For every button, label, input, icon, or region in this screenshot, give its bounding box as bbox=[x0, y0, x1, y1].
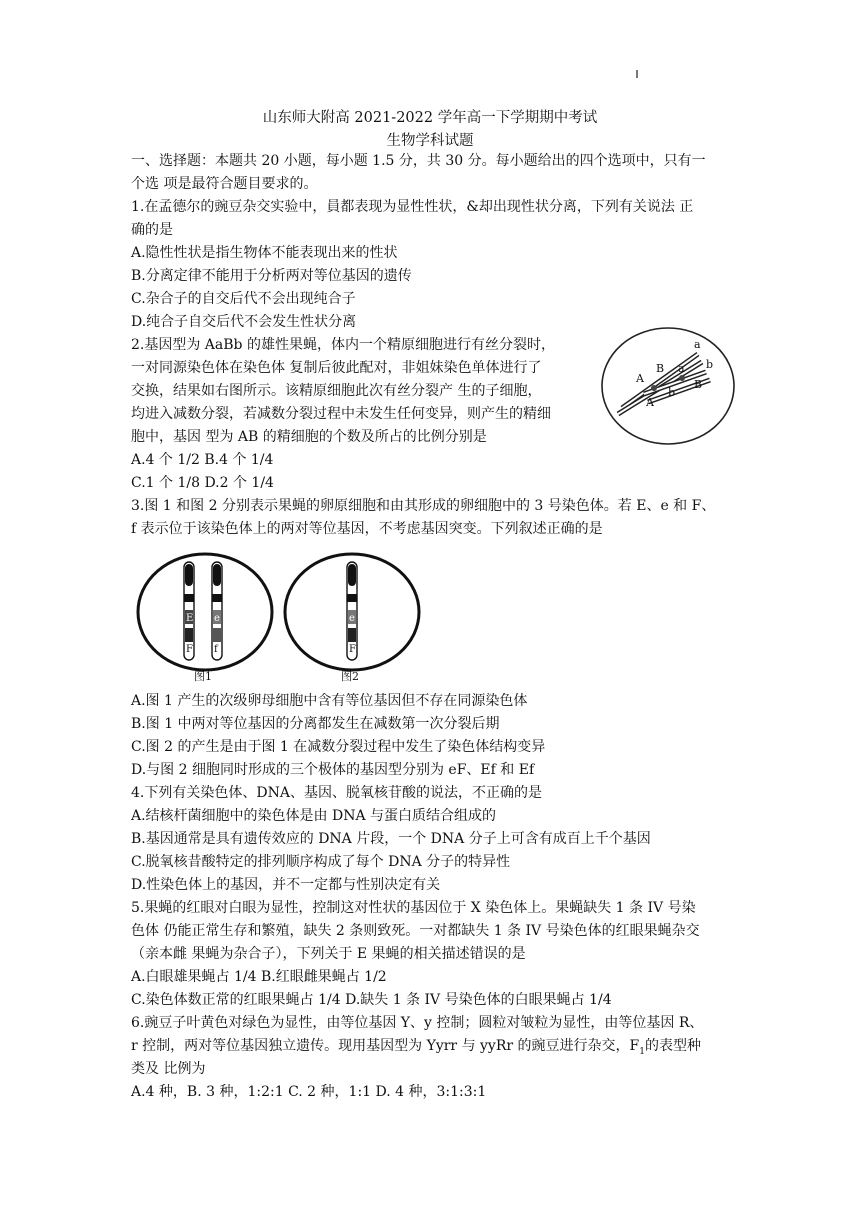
q4-option-b: B.基因通常是具有遗传效应的 DNA 片段，一个 DNA 分子上可含有成百上千个基因 bbox=[131, 831, 651, 847]
q4-stem: 4.下列有关染色体、DNA、基因、脱氧核苷酸的说法，不正确的是 bbox=[131, 785, 542, 801]
q1-option-c: C.杂合子的自交后代不会出现纯合子 bbox=[131, 291, 356, 307]
q1-stem-1: 1.在孟德尔的豌豆杂交实验中，員都表现为显性性状，&却出现性状分离，下列有关说法 正 bbox=[131, 199, 694, 215]
q3-option-b: B.图 1 中两对等位基因的分离都发生在减数第一次分裂后期 bbox=[131, 716, 500, 732]
figure1-cell-outline bbox=[138, 554, 272, 670]
gene-label-A1: A bbox=[636, 372, 644, 385]
section-instruction-1: 一、选择题：本题共 20 小题，每小题 1.5 分，共 30 分。每小题给出的四个选项中，只有一 bbox=[131, 153, 706, 169]
fig2-gene-e: e bbox=[349, 613, 355, 624]
q6-options: A.4 种，B. 3 种，1:2:1 C. 2 种，1:1 D. 4 种，3:1:3:1 bbox=[131, 1084, 487, 1100]
gene-label-B1: B bbox=[656, 362, 665, 375]
q2-stem-5: 胞中，基因 型为 AB 的精细胞的个数及所占的比例分别是 bbox=[131, 429, 487, 445]
q2-stem-4: 均进入减数分裂，若减数分裂过程中未发生任何变异，则产生的精细 bbox=[131, 406, 551, 422]
crossing-over-figure bbox=[598, 324, 738, 448]
q6-stem-2-post: 的表型种 bbox=[644, 1038, 701, 1054]
figure1-label: 图1 bbox=[194, 670, 212, 683]
q6-stem-2 bbox=[131, 1037, 701, 1061]
q1-option-b: B.分离定律不能用于分析两对等位基因的遗传 bbox=[131, 268, 412, 284]
q4-option-a: A.结核杆菌细胞中的染色体是由 DNA 与蛋白质结合组成的 bbox=[131, 808, 497, 824]
q3-stem-1: 3.图 1 和图 2 分别表示果蝇的卵原细胞和由其形成的卵细胞中的 3 号染色体。若 E、e 和 F、 bbox=[131, 498, 716, 514]
gene-label-b1: b bbox=[668, 386, 676, 399]
q1-option-a: A.隐性性状是指生物体不能表现出来的性状 bbox=[131, 245, 398, 261]
q6-stem-1: 6.豌豆子叶黄色对绿色为显性，由等位基因 Y、y 控制；圆粒对皱粒为显性，由等位基因 R、 bbox=[131, 1015, 704, 1031]
q3-stem-2: f 表示位于该染色体上的两对等位基因，不考虑基因突变。下列叙述正确的是 bbox=[131, 521, 603, 537]
gene-label-A2: A bbox=[646, 396, 654, 409]
q6-stem-2-pre: r 控制，两对等位基因独立遗传。现用基因型为 Yyrr 与 yyRr 的豌豆进行杂交，F bbox=[131, 1038, 640, 1054]
q2-options-ab: A.4 个 1/2 B.4 个 1/4 bbox=[131, 452, 274, 468]
q3-option-c: C.图 2 的产生是由于图 1 在减数分裂过程中发生了染色体结构变异 bbox=[131, 739, 546, 755]
q6-stem-2-subscript: 1 bbox=[639, 1046, 645, 1057]
q5-stem-2: 色体 仍能正常生存和繁殖，缺失 2 条则致死。一对都缺失 1 条 IV 号染色体的红眼果蝇杂交 bbox=[131, 923, 700, 939]
q3-option-a: A.图 1 产生的次级卵母细胞中含有等位基因但不存在同源染色体 bbox=[131, 693, 528, 709]
gene-label-a2: a bbox=[678, 362, 685, 375]
q1-option-d: D.纯合子自交后代不会发生性状分离 bbox=[131, 314, 357, 330]
page-title: 山东师大附高 2021-2022 学年高一下学期期中考试 bbox=[262, 110, 598, 126]
chromosome-figures bbox=[132, 548, 424, 684]
gene-label-a1: a bbox=[694, 338, 701, 351]
q1-stem-2: 确的是 bbox=[131, 222, 173, 238]
fig1-gene-e: e bbox=[214, 613, 220, 624]
gene-label-b2: b bbox=[706, 358, 714, 371]
q2-stem-1: 2.基因型为 AaBb 的雄性果蝇，体内一个精原细胞进行有丝分裂时， bbox=[131, 337, 555, 353]
q5-options-cd: C.染色体数正常的红眼果蝇占 1/4 D.缺失 1 条 IV 号染色体的白眼果蝇占 1/4 bbox=[131, 992, 612, 1008]
scan-mark bbox=[636, 70, 638, 78]
gene-label-B2: B bbox=[694, 378, 703, 391]
q4-option-d: D.性染色体上的基因，并不一定都与性别决定有关 bbox=[131, 877, 441, 893]
fig1-gene-F: F bbox=[186, 644, 193, 655]
fig1-gene-E: E bbox=[186, 613, 194, 624]
q2-stem-3: 交换，结果如右图所示。该精原细胞此次有丝分裂产 生的子细胞， bbox=[131, 383, 542, 399]
q6-stem-3: 类及 比例为 bbox=[131, 1061, 206, 1077]
q2-stem-2: 一对同源染色体在染色体 复制后彼此配对，非姐妹染色单体进行了 bbox=[131, 360, 542, 376]
page-subtitle: 生物学科试题 bbox=[386, 133, 474, 149]
q4-option-c: C.脱氧核昔酸特定的排列顺序构成了每个 DNA 分子的特异性 bbox=[131, 854, 511, 870]
section-instruction-2: 个选 项是最符合题目要求的。 bbox=[131, 176, 318, 192]
fig2-gene-F: F bbox=[349, 644, 356, 655]
fig1-gene-f: f bbox=[214, 644, 218, 655]
q5-stem-3: （亲本雌 果蝇为杂合子），下列关于 E 果蝇的相关描述错误的是 bbox=[131, 946, 526, 962]
q2-options-cd: C.1 个 1/8 D.2 个 1/4 bbox=[131, 475, 274, 491]
figure2-label: 图2 bbox=[341, 670, 359, 683]
q5-options-ab: A.白眼雄果蝇占 1/4 B.红眼雌果蝇占 1/2 bbox=[131, 969, 387, 985]
centromere-2 bbox=[679, 375, 685, 381]
centromere-1 bbox=[651, 385, 657, 391]
q5-stem-1: 5.果蝇的红眼对白眼为显性，控制这对性状的基因位于 X 染色体上。果蝇缺失 1 条 IV 号染 bbox=[131, 900, 696, 916]
q3-option-d: D.与图 2 细胞同时形成的三个极体的基因型分别为 eF、Ef 和 Ef bbox=[131, 762, 535, 778]
